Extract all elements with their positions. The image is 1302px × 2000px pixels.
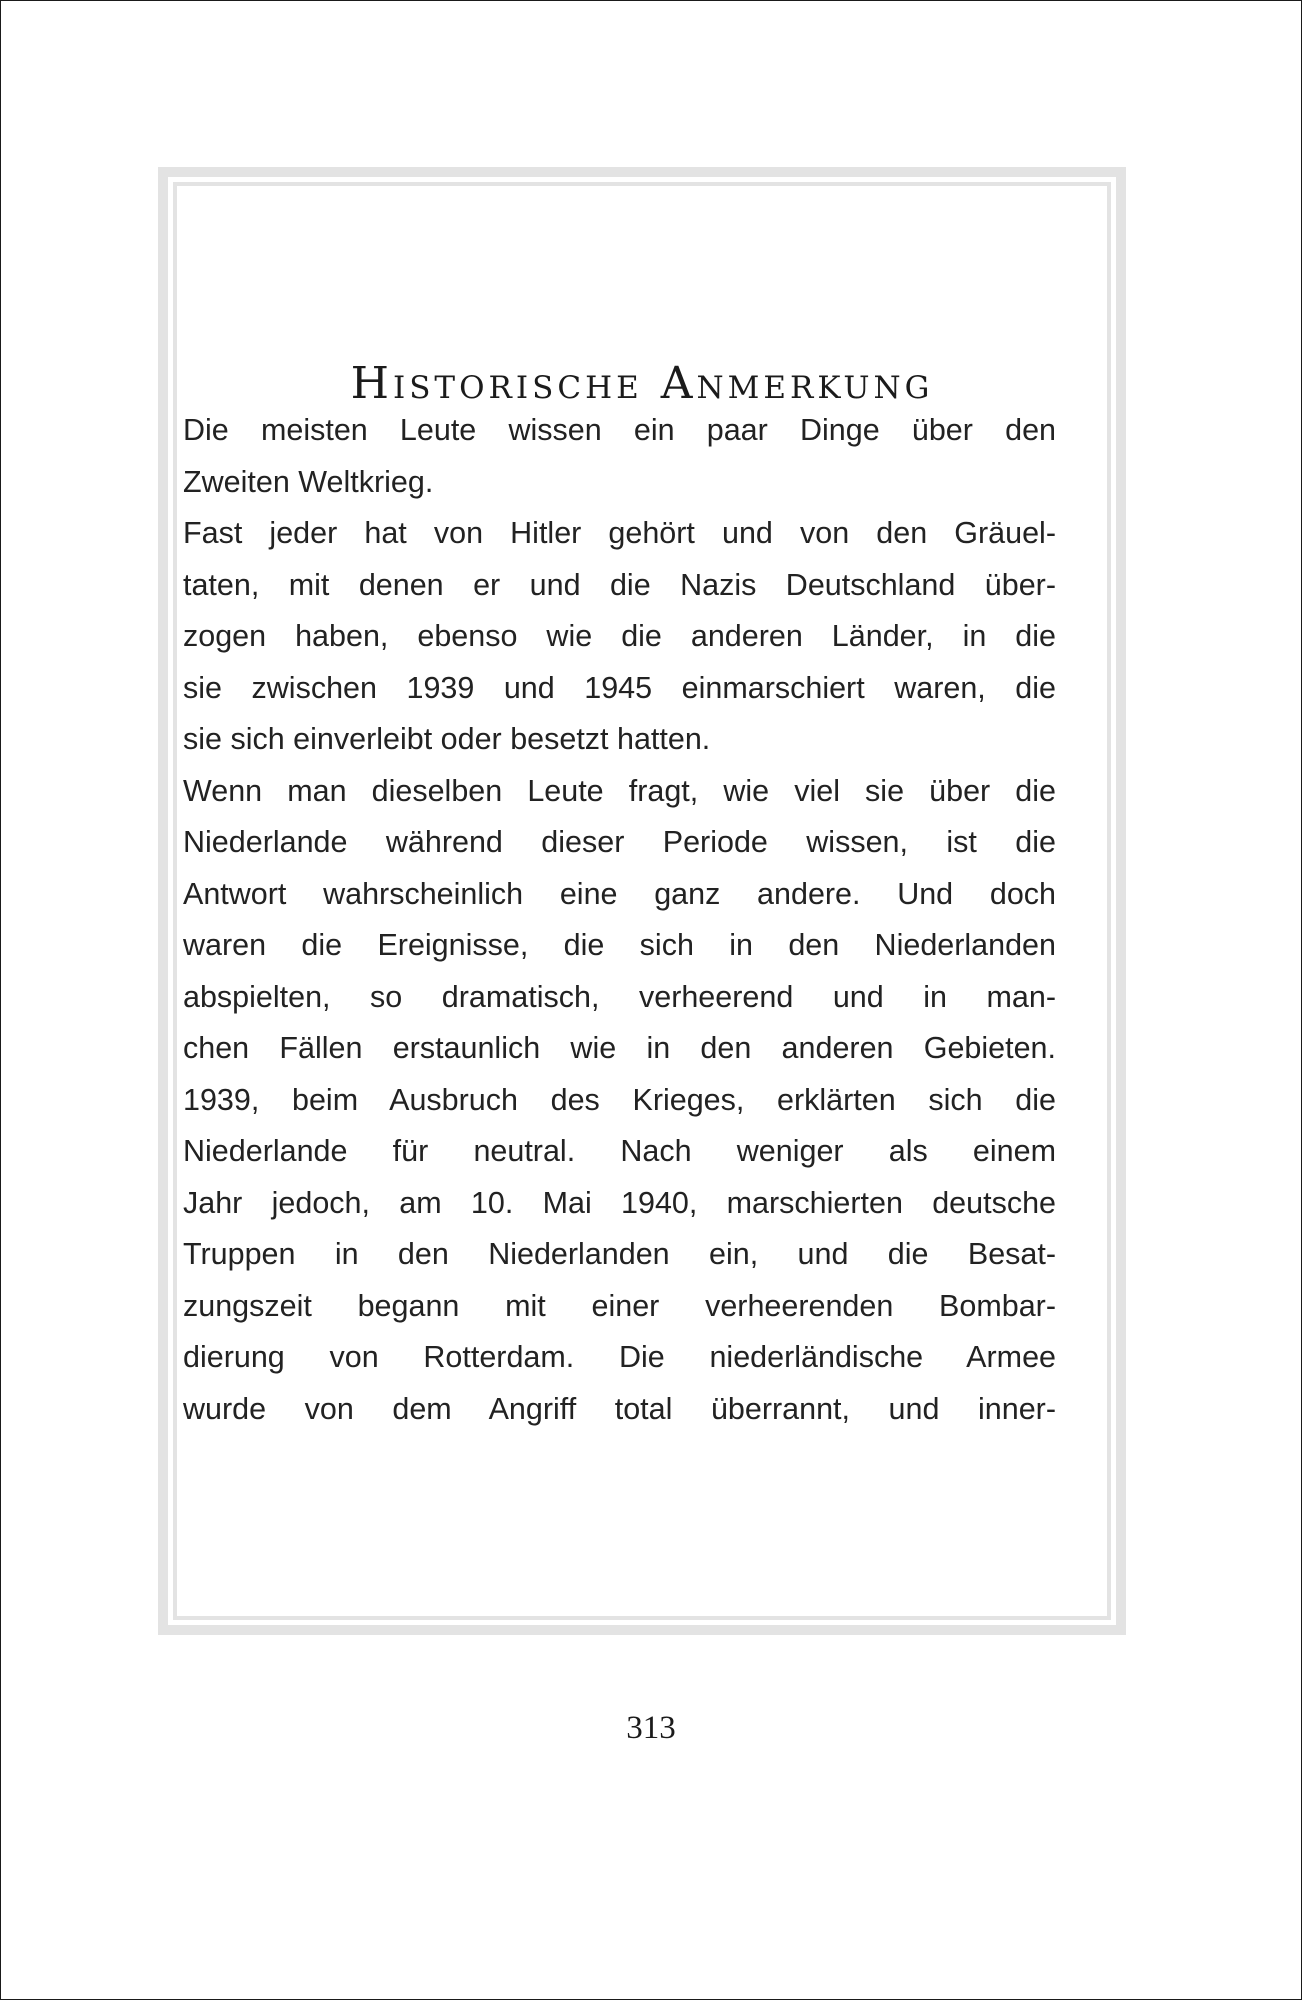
page-number: 313: [626, 1710, 676, 1746]
text-line: zogen haben, ebenso wie die anderen Länder, in die: [183, 619, 1056, 653]
text-line: Niederlande für neutral. Nach weniger als einem: [183, 1134, 1056, 1168]
text-line: sie sich einverleibt oder besetzt hatten.: [183, 722, 711, 756]
text-line: Niederlande während dieser Periode wissen, ist die: [183, 825, 1056, 859]
body-text: [183, 405, 1056, 1435]
text-line: Die meisten Leute wissen ein paar Dinge über den: [183, 413, 1056, 447]
text-line: wurde von dem Angriff total überrannt, und inner-: [183, 1391, 1056, 1426]
text-line: Jahr jedoch, am 10. Mai 1940, marschierten deutsche: [183, 1185, 1056, 1220]
text-line: waren die Ereignisse, die sich in den Niederlanden: [183, 928, 1056, 962]
text-line: taten, mit denen er und die Nazis Deutschland über-: [183, 567, 1056, 602]
text-line: chen Fällen erstaunlich wie in den anderen Gebieten.: [183, 1031, 1056, 1065]
text-line: Zweiten Weltkrieg.: [183, 464, 434, 499]
text-line: Fast jeder hat von Hitler gehört und von den Gräuel-: [183, 516, 1056, 550]
chapter-title: Historische Anmerkung: [350, 358, 934, 409]
text-line: Antwort wahrscheinlich eine ganz andere. Und doch: [183, 876, 1056, 911]
text-line: abspielten, so dramatisch, verheerend und in man-: [183, 979, 1056, 1014]
text-line: Truppen in den Niederlanden ein, und die Besat-: [183, 1237, 1056, 1271]
text-line: dierung von Rotterdam. Die niederländische Armee: [183, 1340, 1056, 1374]
text-line: Wenn man dieselben Leute fragt, wie viel sie über die: [183, 773, 1056, 808]
text-line: 1939, beim Ausbruch des Krieges, erklärten sich die: [183, 1082, 1056, 1117]
text-line: zungszeit begann mit einer verheerenden Bombar-: [183, 1288, 1056, 1323]
text-line: sie zwischen 1939 und 1945 einmarschiert waren, die: [183, 670, 1056, 705]
